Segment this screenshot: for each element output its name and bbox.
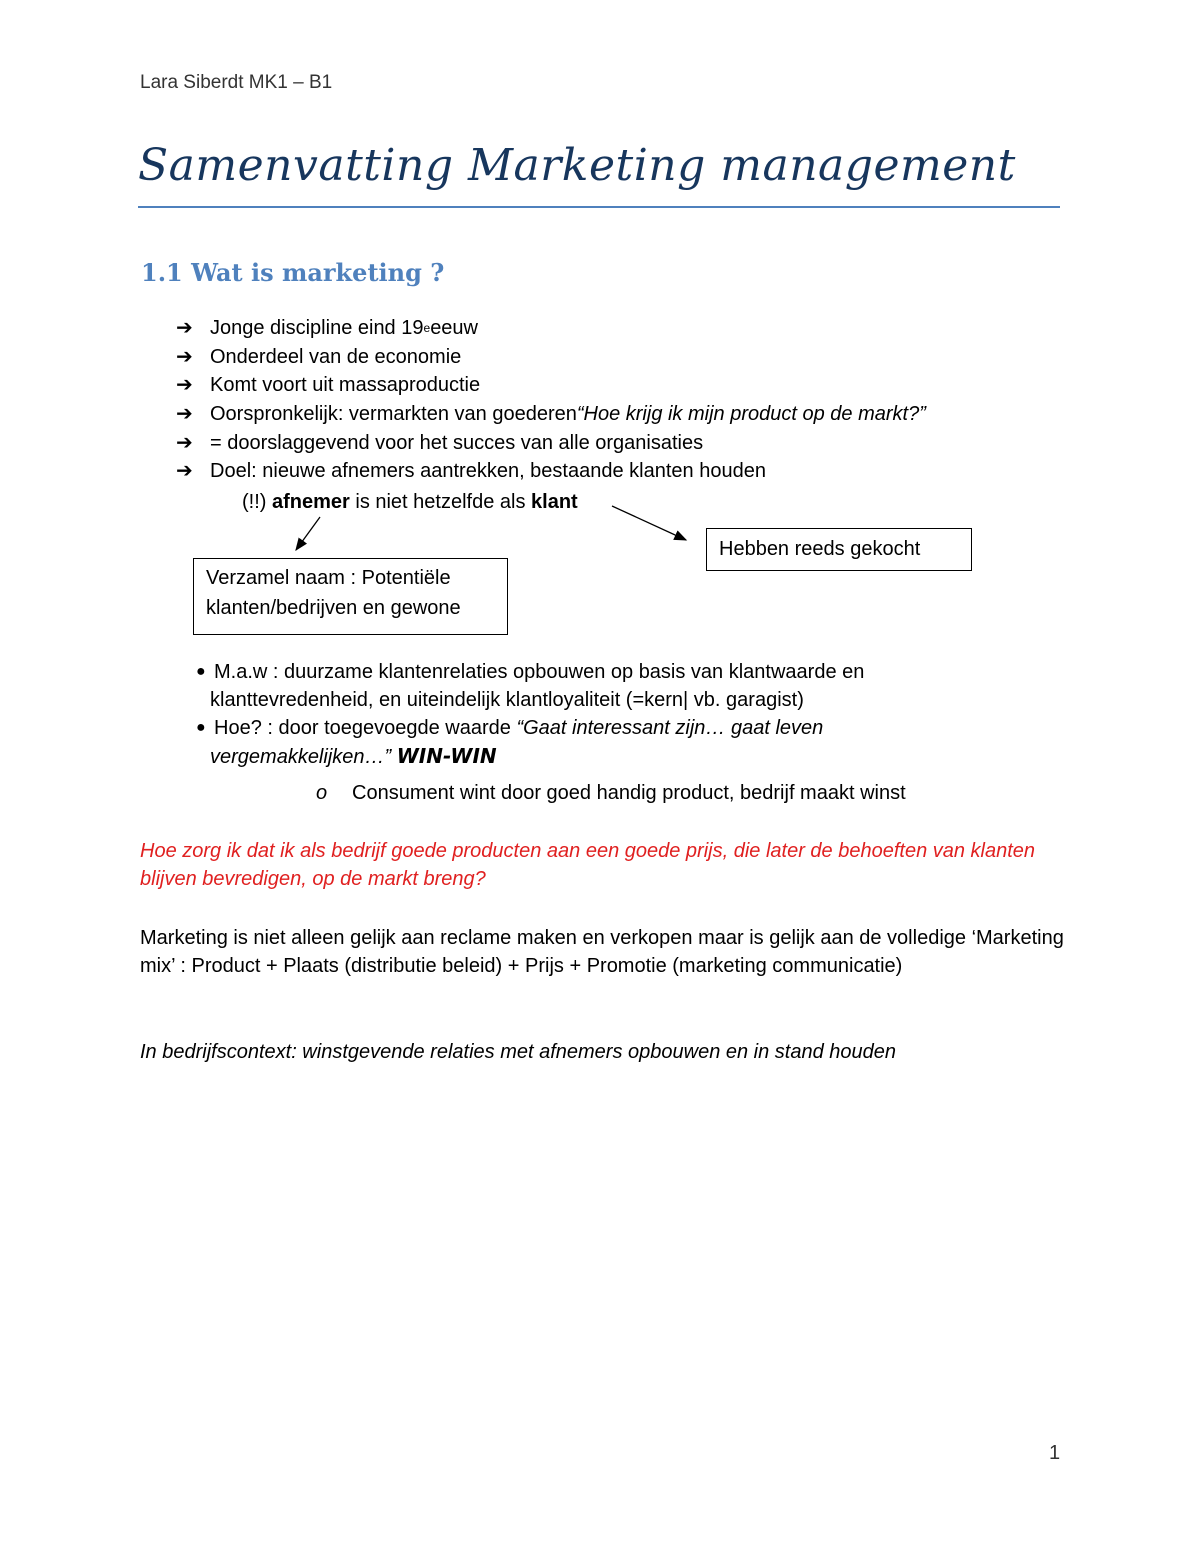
section-heading: 1.1 Wat is marketing ? xyxy=(141,258,445,287)
right-arrow-icon: ➔ xyxy=(176,431,193,454)
page-header: Lara Siberdt MK1 – B1 xyxy=(140,72,333,93)
list-item: ➔ Jonge discipline eind 19 e eeuw xyxy=(176,314,926,343)
list-item: ➔ Onderdeel van de economie xyxy=(176,343,926,372)
list-item: ➔ Komt voort uit massaproductie xyxy=(176,371,926,400)
list-item: ● M.a.w : duurzame klantenrelaties opbouwen op basis van klantwaarde en xyxy=(196,658,864,686)
page-number: 1 xyxy=(1049,1442,1061,1464)
definition-box-klant: Hebben reeds gekocht xyxy=(706,528,972,571)
marketing-mix-paragraph: Marketing is niet alleen gelijk aan reclame maken en verkopen maar is gelijk aan de volledige ‘Marketing mix’ : Product + Plaats (distributie beleid) + Prijs + Promotie (marketing communicatie) xyxy=(140,927,1064,977)
bullet-list: ● M.a.w : duurzame klantenrelaties opbouwen op basis van klantwaarde en klanttevredenheid, en uiteindelijk klantloyaliteit (=kern| vb. garagist) ● Hoe? : door toegevoegde waarde “Gaat interessant zijn… gaat leven vergemakkelijken…” WIN-WIN xyxy=(196,658,864,771)
list-item: ➔ Oorspronkelijk: vermarkten van goederen “Hoe krijg ik mijn product op de markt?” xyxy=(176,400,926,429)
key-question: Hoe zorg ik dat ik als bedrijf goede producten aan een goede prijs, die later de behoeften van klanten blijven bevredigen, op de markt breng? xyxy=(140,840,1036,890)
list-item: ➔ = doorslaggevend voor het succes van alle organisaties xyxy=(176,428,926,457)
bullet-icon: ● xyxy=(196,663,206,680)
bullet-icon: ● xyxy=(196,719,206,736)
definition-box-afnemer: Verzamel naam : Potentiële klanten/bedrijven en gewone xyxy=(193,558,508,635)
business-context-line: In bedrijfscontext: winstgevende relaties met afnemers opbouwen en in stand houden xyxy=(140,1041,897,1063)
note-line: (!!) afnemer is niet hetzelfde als klant xyxy=(242,491,578,513)
right-arrow-icon: ➔ xyxy=(176,317,193,340)
list-item: ➔ Doel: nieuwe afnemers aantrekken, bestaande klanten houden xyxy=(176,457,926,486)
arrow-to-right-box xyxy=(612,506,686,540)
right-arrow-icon: ➔ xyxy=(176,374,193,397)
right-arrow-icon: ➔ xyxy=(176,403,193,426)
right-arrow-icon: ➔ xyxy=(176,345,193,368)
right-arrow-icon: ➔ xyxy=(176,460,193,483)
arrow-to-left-box xyxy=(296,517,320,550)
document-title: Samenvatting Marketing management xyxy=(138,140,1016,191)
list-item: ● Hoe? : door toegevoegde waarde “Gaat interessant zijn… gaat leven xyxy=(196,714,864,742)
sub-list-item: o Consument wint door goed handig product, bedrijf maakt winst xyxy=(316,782,906,804)
